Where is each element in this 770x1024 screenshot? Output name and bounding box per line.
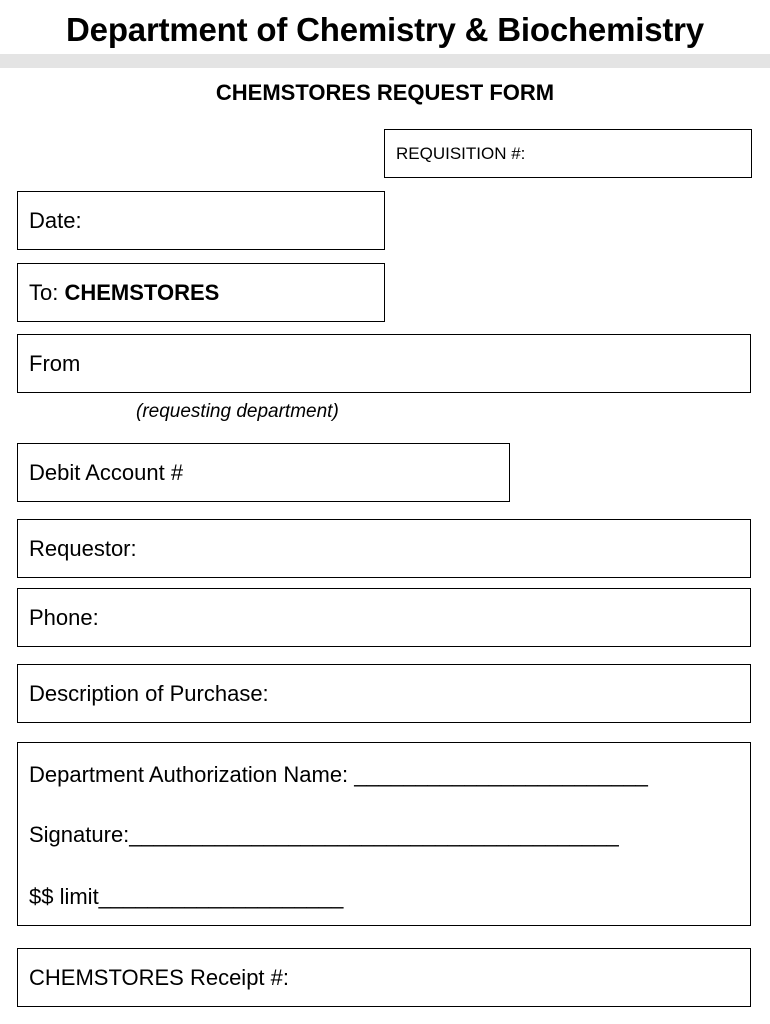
phone-label: Phone: bbox=[29, 604, 99, 630]
requestor-label: Requestor: bbox=[29, 535, 137, 561]
department-title: Department of Chemistry & Biochemistry bbox=[66, 11, 704, 48]
requisition-field[interactable] bbox=[384, 129, 752, 178]
description-field[interactable] bbox=[17, 664, 751, 723]
from-note: (requesting department) bbox=[136, 401, 339, 422]
form-title: CHEMSTORES REQUEST FORM bbox=[215, 80, 555, 105]
date-label: Date: bbox=[29, 207, 82, 233]
requisition-label: REQUISITION #: bbox=[396, 143, 526, 163]
debit-account-field[interactable] bbox=[17, 443, 510, 502]
requestor-field[interactable] bbox=[17, 519, 751, 578]
signature-line[interactable]: Signature:________________________________________ bbox=[29, 822, 619, 847]
date-field[interactable] bbox=[17, 191, 385, 250]
to-label: To: bbox=[29, 279, 59, 305]
header-divider bbox=[0, 54, 770, 68]
authorization-section bbox=[17, 742, 751, 926]
description-label: Description of Purchase: bbox=[29, 680, 269, 706]
to-field bbox=[17, 263, 385, 322]
authorization-name-line[interactable]: Department Authorization Name: ________________________ bbox=[29, 762, 648, 787]
dollar-limit-line[interactable]: $$ limit____________________ bbox=[29, 884, 344, 909]
phone-field[interactable] bbox=[17, 588, 751, 647]
from-field[interactable] bbox=[17, 334, 751, 393]
receipt-label: CHEMSTORES Receipt #: bbox=[29, 964, 290, 990]
receipt-field[interactable] bbox=[17, 948, 751, 1007]
from-label: From bbox=[29, 350, 81, 376]
to-value: CHEMSTORES bbox=[64, 279, 220, 305]
debit-account-label: Debit Account # bbox=[29, 459, 184, 485]
